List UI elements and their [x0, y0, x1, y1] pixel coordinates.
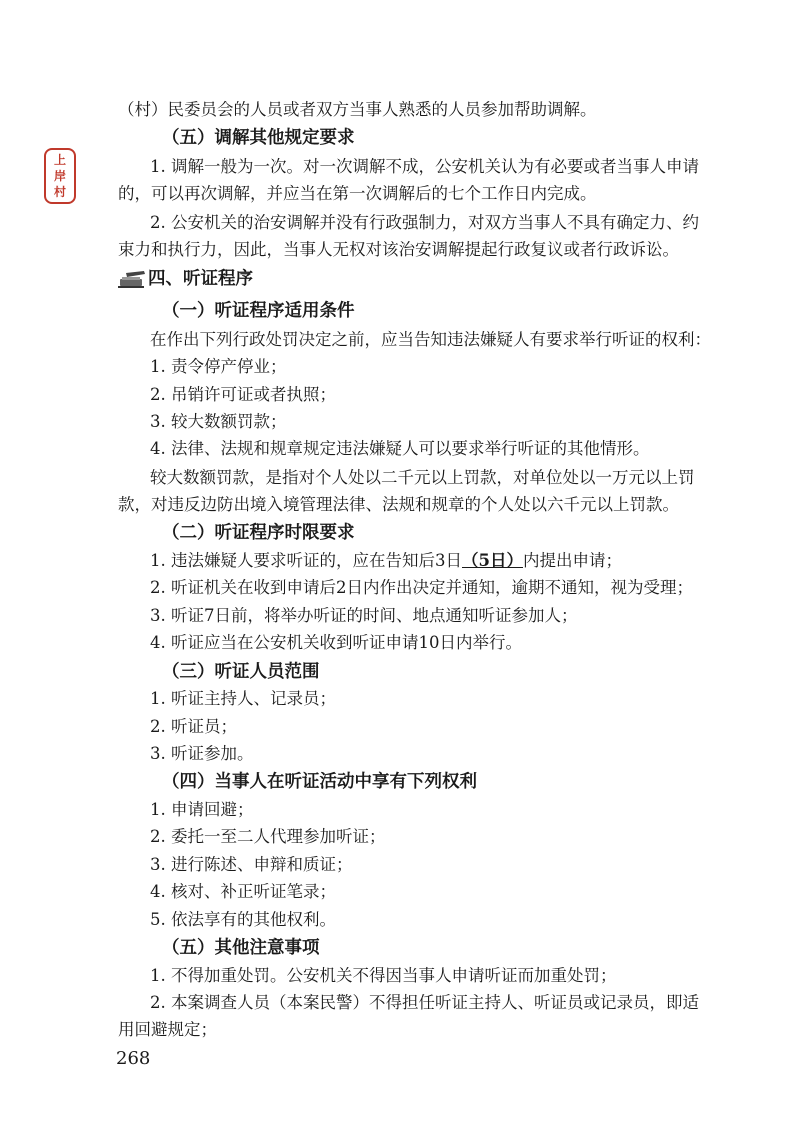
- list-item-text: 1. 违法嫌疑人要求听证的，应在告知后3日: [150, 551, 462, 570]
- seal-char: 村: [53, 185, 66, 199]
- list-item: 4. 核对、补正听证笔录；: [150, 882, 336, 901]
- section-subheading: （五）调解其他规定要求: [162, 128, 355, 148]
- section-subheading: （五）其他注意事项: [162, 938, 320, 958]
- list-item: 2. 吊销许可证或者执照；: [150, 385, 336, 404]
- paragraph-line: 的，可以再次调解，并应当在第一次调解后的七个工作日内完成。: [118, 184, 597, 203]
- list-item: 3. 进行陈述、申辩和质证；: [150, 855, 353, 874]
- seal-char: 岸: [53, 169, 66, 183]
- section-heading: 四、听证程序: [148, 269, 253, 289]
- list-item: 3. 听证7日前，将举办听证的时间、地点通知听证参加人；: [150, 606, 578, 625]
- underlined-correction: （5日）: [462, 551, 523, 570]
- list-item: 2. 听证员；: [150, 717, 237, 736]
- section-subheading: （一）听证程序适用条件: [162, 301, 355, 321]
- list-item-text: 内提出申请；: [522, 551, 622, 570]
- list-item: 3. 较大数额罚款；: [150, 412, 287, 431]
- list-item: [150, 551, 720, 571]
- paragraph-line: 款，对违反边防出境入境管理法律、法规和规章的个人处以六千元以上罚款。: [118, 495, 679, 514]
- list-item: 2. 听证机关在收到申请后2日内作出决定并通知，逾期不通知，视为受理；: [150, 578, 693, 597]
- list-item: 1. 责令停产停业；: [150, 357, 287, 376]
- pen-notebook-icon: [118, 269, 148, 289]
- paragraph-line: （村）民委员会的人员或者双方当事人熟悉的人员参加帮助调解。: [118, 100, 597, 119]
- list-item: 1. 听证主持人、记录员；: [150, 689, 336, 708]
- list-item: 2. 本案调查人员（本案民警）不得担任听证主持人、听证员或记录员，即适: [150, 993, 699, 1012]
- list-item: 4. 法律、法规和规章规定违法嫌疑人可以要求举行听证的其他情形。: [150, 439, 650, 458]
- list-item: 3. 听证参加。: [150, 744, 254, 763]
- seal-char: 上: [53, 153, 66, 167]
- paragraph-line: 较大数额罚款，是指对个人处以二千元以上罚款，对单位处以一万元以上罚: [150, 468, 695, 487]
- list-item: 2. 委托一至二人代理参加听证；: [150, 827, 386, 846]
- list-item: 4. 听证应当在公安机关收到听证申请10日内举行。: [150, 633, 522, 652]
- paragraph-line: 2. 公安机关的治安调解并没有行政强制力，对双方当事人不具有确定力、约: [150, 213, 699, 232]
- list-item: 5. 依法享有的其他权利。: [150, 910, 336, 929]
- paragraph-line: 用回避规定；: [118, 1020, 217, 1039]
- red-seal-stamp: [44, 148, 76, 204]
- section-subheading: （三）听证人员范围: [162, 662, 320, 682]
- list-item: 1. 申请回避；: [150, 800, 254, 819]
- paragraph-line: 束力和执行力，因此，当事人无权对该治安调解提起行政复议或者行政诉讼。: [118, 240, 679, 259]
- paragraph-line: 在作出下列行政处罚决定之前，应当告知违法嫌疑人有要求举行听证的权利：: [150, 330, 711, 349]
- list-item: 1. 不得加重处罚。公安机关不得因当事人申请听证而加重处罚；: [150, 966, 617, 985]
- paragraph-line: 1. 调解一般为一次。对一次调解不成，公安机关认为有必要或者当事人申请: [150, 157, 699, 176]
- section-subheading: （二）听证程序时限要求: [162, 523, 355, 543]
- page-number: 268: [116, 1048, 151, 1069]
- section-subheading: （四）当事人在听证活动中享有下列权利: [162, 772, 477, 792]
